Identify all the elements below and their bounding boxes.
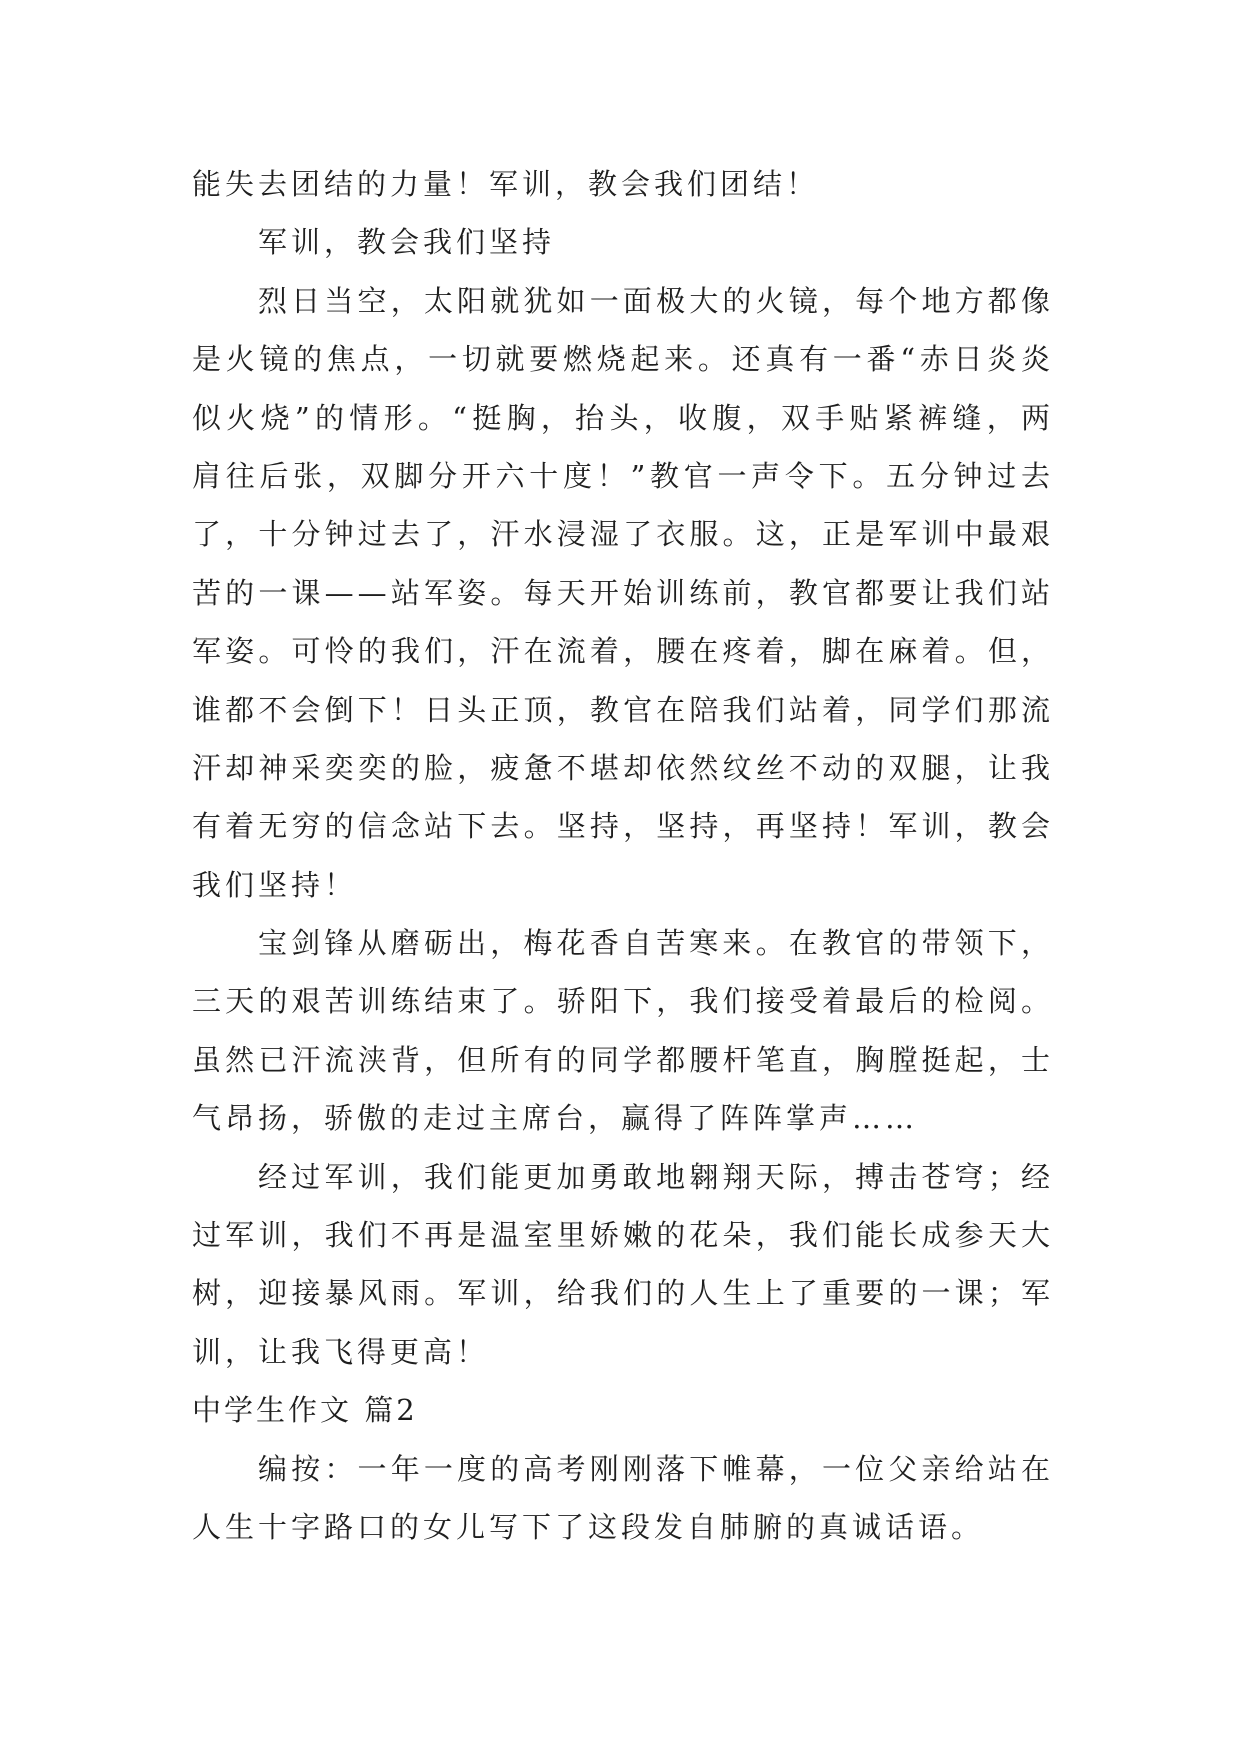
paragraph xyxy=(192,1440,1054,1557)
paragraph-line: 过军训，我们不再是温室里娇嫩的花朵，我们能长成参天大 xyxy=(192,1218,1054,1253)
paragraph-line: 人生十字路口的女儿写下了这段发自肺腑的真诚话语。 xyxy=(192,1509,985,1544)
paragraph-line: 军姿。可怜的我们，汗在流着，腰在疼着，脚在麻着。但， xyxy=(192,634,1054,669)
paragraph-line: 苦的一课——站军姿。每天开始训练前，教官都要让我们站 xyxy=(192,575,1054,610)
paragraph-line: 汗却神采奕奕的脸，疲惫不堪却依然纹丝不动的双腿，让我 xyxy=(192,750,1054,785)
paragraph xyxy=(192,155,1054,213)
paragraph xyxy=(192,272,1054,914)
section-heading xyxy=(192,1381,1054,1439)
paragraph-line: 似火烧”的情形。“挺胸，抬头，收腹，双手贴紧裤缝，两 xyxy=(192,400,1054,435)
paragraph-line: 编按：一年一度的高考刚刚落下帷幕，一位父亲给站在 xyxy=(258,1451,1054,1486)
document-body xyxy=(192,155,1054,1556)
paragraph xyxy=(192,1148,1054,1382)
paragraph-line: 烈日当空，太阳就犹如一面极大的火镜，每个地方都像 xyxy=(258,283,1054,318)
section-heading-text: 中学生作文 篇2 xyxy=(192,1393,418,1428)
paragraph-line: 谁都不会倒下！日头正顶，教官在陪我们站着，同学们那流 xyxy=(192,692,1054,727)
paragraph-line: 军训，教会我们坚持 xyxy=(258,225,556,260)
paragraph-subheading xyxy=(192,213,1054,271)
paragraph-line: 有着无穷的信念站下去。坚持，坚持，再坚持！军训，教会 xyxy=(192,809,1054,844)
paragraph-line: 宝剑锋从磨砺出，梅花香自苦寒来。在教官的带领下， xyxy=(258,926,1054,961)
paragraph-line: 树，迎接暴风雨。军训，给我们的人生上了重要的一课；军 xyxy=(192,1276,1054,1311)
paragraph-line: 了，十分钟过去了，汗水浸湿了衣服。这，正是军训中最艰 xyxy=(192,517,1054,552)
paragraph-line: 经过军训，我们能更加勇敢地翱翔天际，搏击苍穹；经 xyxy=(258,1159,1054,1194)
paragraph-line: 肩往后张，双脚分开六十度！”教官一声令下。五分钟过去 xyxy=(192,458,1054,493)
paragraph-line: 训，让我飞得更高！ xyxy=(192,1334,490,1369)
paragraph xyxy=(192,914,1054,1148)
paragraph-line: 能失去团结的力量！军训，教会我们团结！ xyxy=(192,167,820,201)
paragraph-line: 气昂扬，骄傲的走过主席台，赢得了阵阵掌声…… xyxy=(192,1101,919,1136)
paragraph-line: 虽然已汗流浃背，但所有的同学都腰杆笔直，胸膛挺起，士 xyxy=(192,1042,1054,1077)
paragraph-line: 三天的艰苦训练结束了。骄阳下，我们接受着最后的检阅。 xyxy=(192,984,1054,1019)
paragraph-line: 是火镜的焦点，一切就要燃烧起来。还真有一番“赤日炎炎 xyxy=(192,342,1054,377)
paragraph-line: 我们坚持！ xyxy=(192,867,358,902)
